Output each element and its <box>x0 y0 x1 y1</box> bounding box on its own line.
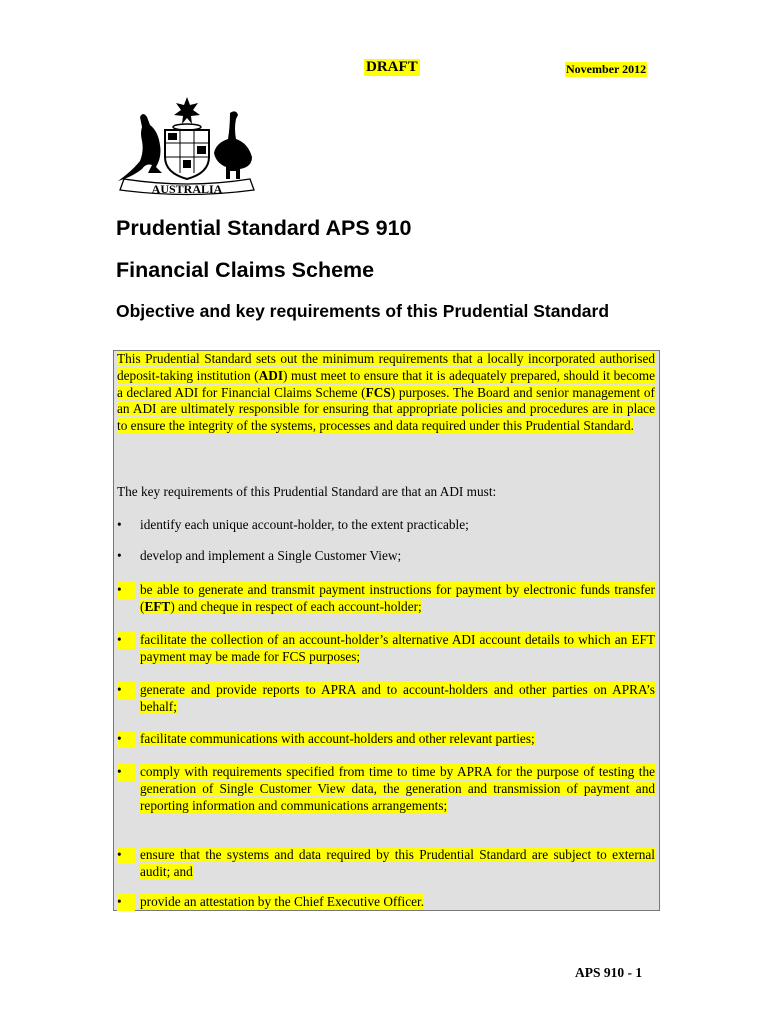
kangaroo-icon <box>118 114 162 181</box>
draft-label: DRAFT <box>366 59 418 75</box>
key-requirements-lead: The key requirements of this Prudential Standard are that an ADI must: <box>117 484 497 499</box>
list-item-text: provide an attestation by the Chief Executive Officer. <box>140 894 425 909</box>
intro-paragraph: This Prudential Standard sets out the minimum requirements that a locally incorporated authorised deposit-taking institution (ADI) must meet to ensure that it is adequately prepared, should it become a declared ADI for Financial Claims Scheme (FCS) purposes. The Board and senior management of an ADI are ultimately responsible for ensuring that appropriate policies and procedures are in place to ensure the integrity of the systems, processes and data required under this Prudential Standard. <box>117 351 655 434</box>
bullet-icon: • <box>117 764 135 781</box>
date-label: November 2012 <box>566 62 647 76</box>
list-item-text: facilitate the collection of an account-holder’s alternative ADI account details to which an EFT payment may be made for FCS purposes; <box>140 632 655 664</box>
bullet-icon: • <box>117 548 122 563</box>
list-item-text: comply with requirements specified from time to time by APRA for the purpose of testing the generation of Single Customer View data, the generation and transmission of payment and reporting information and communications arrangements; <box>140 764 655 813</box>
standard-title: Prudential Standard APS 910 <box>116 216 412 240</box>
australia-coat-of-arms-logo <box>112 95 262 200</box>
list-item-text: ensure that the systems and data required by this Prudential Standard are subject to external audit; and <box>140 847 655 879</box>
bullet-icon: • <box>117 582 135 599</box>
bullet-icon: • <box>117 847 135 864</box>
bullet-icon: • <box>117 517 122 532</box>
key-requirements-box <box>113 350 660 911</box>
bullet-icon: • <box>117 731 135 748</box>
objective-heading: Objective and key requirements of this Prudential Standard <box>116 301 610 321</box>
bullet-icon: • <box>117 682 135 699</box>
commonwealth-star-icon <box>174 97 200 124</box>
list-item-text: develop and implement a Single Customer View; <box>140 548 402 563</box>
list-item-text: facilitate communications with account-holders and other relevant parties; <box>140 731 535 746</box>
standard-subtitle: Financial Claims Scheme <box>116 258 375 282</box>
crest-label: AUSTRALIA <box>151 182 223 196</box>
bullet-icon: • <box>117 894 135 911</box>
list-item-text: generate and provide reports to APRA and to account-holders and other parties on APRA’s behalf; <box>140 682 655 714</box>
list-item-text: be able to generate and transmit payment instructions for payment by electronic funds transfer (EFT) and cheque in respect of each account-holder; <box>140 582 655 614</box>
emu-icon <box>214 111 252 179</box>
bullet-icon: • <box>117 632 135 649</box>
page-number: APS 910 - 1 <box>575 965 643 980</box>
list-item-text: identify each unique account-holder, to the extent practicable; <box>140 517 469 532</box>
